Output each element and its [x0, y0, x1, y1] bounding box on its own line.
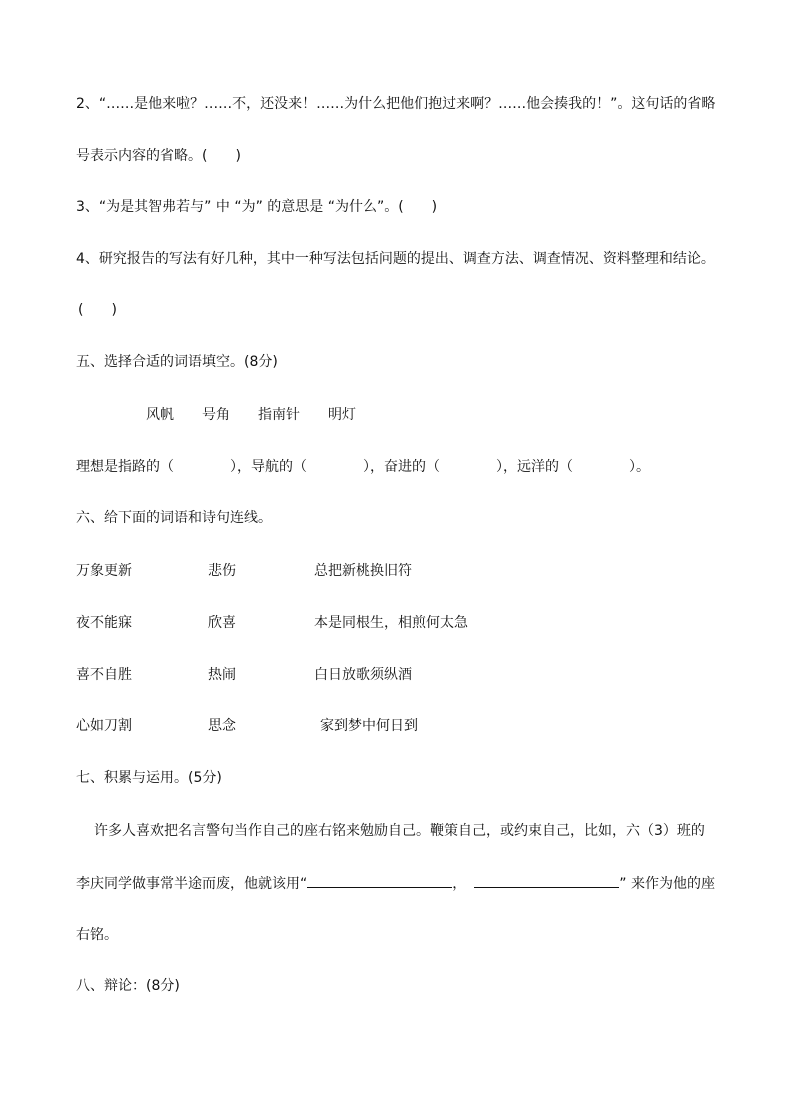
- word-option: 明灯: [328, 407, 356, 423]
- word-option: 风帆: [146, 407, 174, 423]
- section7-line1: 许多人喜欢把名言警句当作自己的座右铭来勉励自己。鞭策自己，或约束自己，比如，六（3）班的: [94, 823, 705, 839]
- match-phrase: 夜不能寐: [76, 615, 132, 631]
- section7-line3: 右铭。: [76, 927, 118, 943]
- match-emotion: 热闹: [208, 667, 236, 683]
- q2-line2: 号表示内容的省略。( ): [76, 148, 241, 164]
- match-poem: 家到梦中何日到: [320, 718, 418, 734]
- match-phrase: 万象更新: [76, 563, 132, 579]
- match-emotion: 思念: [208, 718, 236, 734]
- match-poem: 总把新桃换旧符: [314, 563, 412, 579]
- section7-line2-post: ” 来作为他的座: [619, 876, 715, 892]
- q4-line2: ( ): [78, 302, 117, 318]
- word-option: 指南针: [258, 407, 300, 423]
- match-poem: 白日放歌须纵酒: [314, 667, 412, 683]
- section5-sentence: 理想是指路的（ ），导航的（ ），奋进的（ ），远洋的（ ）。: [76, 459, 650, 475]
- match-emotion: 悲伤: [208, 563, 236, 579]
- motto-blank-1[interactable]: [307, 873, 452, 888]
- q3-text: 3、“为是其智弗若与” 中 “为” 的意思是 “为什么”。( ): [76, 199, 438, 215]
- motto-blank-2[interactable]: [474, 873, 619, 888]
- section7-title: 七、积累与运用。(5分): [76, 770, 222, 786]
- section6-title: 六、给下面的词语和诗句连线。: [76, 510, 272, 526]
- q4-line1: 4、研究报告的写法有好几种，其中一种写法包括问题的提出、调查方法、调查情况、资料整理和结论。: [76, 251, 715, 267]
- match-phrase: 心如刀割: [76, 718, 132, 734]
- word-option: 号角: [202, 407, 230, 423]
- section7-line2-pre: 李庆同学做事常半途而废，他就该用“: [76, 876, 308, 892]
- section7-line2: [76, 873, 715, 894]
- match-poem: 本是同根生，相煎何太急: [314, 615, 468, 631]
- section5-title: 五、选择合适的词语填空。(8分): [76, 354, 278, 370]
- q2-line1: 2、“……是他来啦？……不，还没来！……为什么把他们抱过来啊？……他会揍我的！”。这句话的省略: [76, 96, 716, 112]
- match-phrase: 喜不自胜: [76, 667, 132, 683]
- match-emotion: 欣喜: [208, 615, 236, 631]
- section8-title: 八、辩论：(8分): [76, 978, 180, 994]
- section7-line2-mid: ，: [452, 876, 467, 892]
